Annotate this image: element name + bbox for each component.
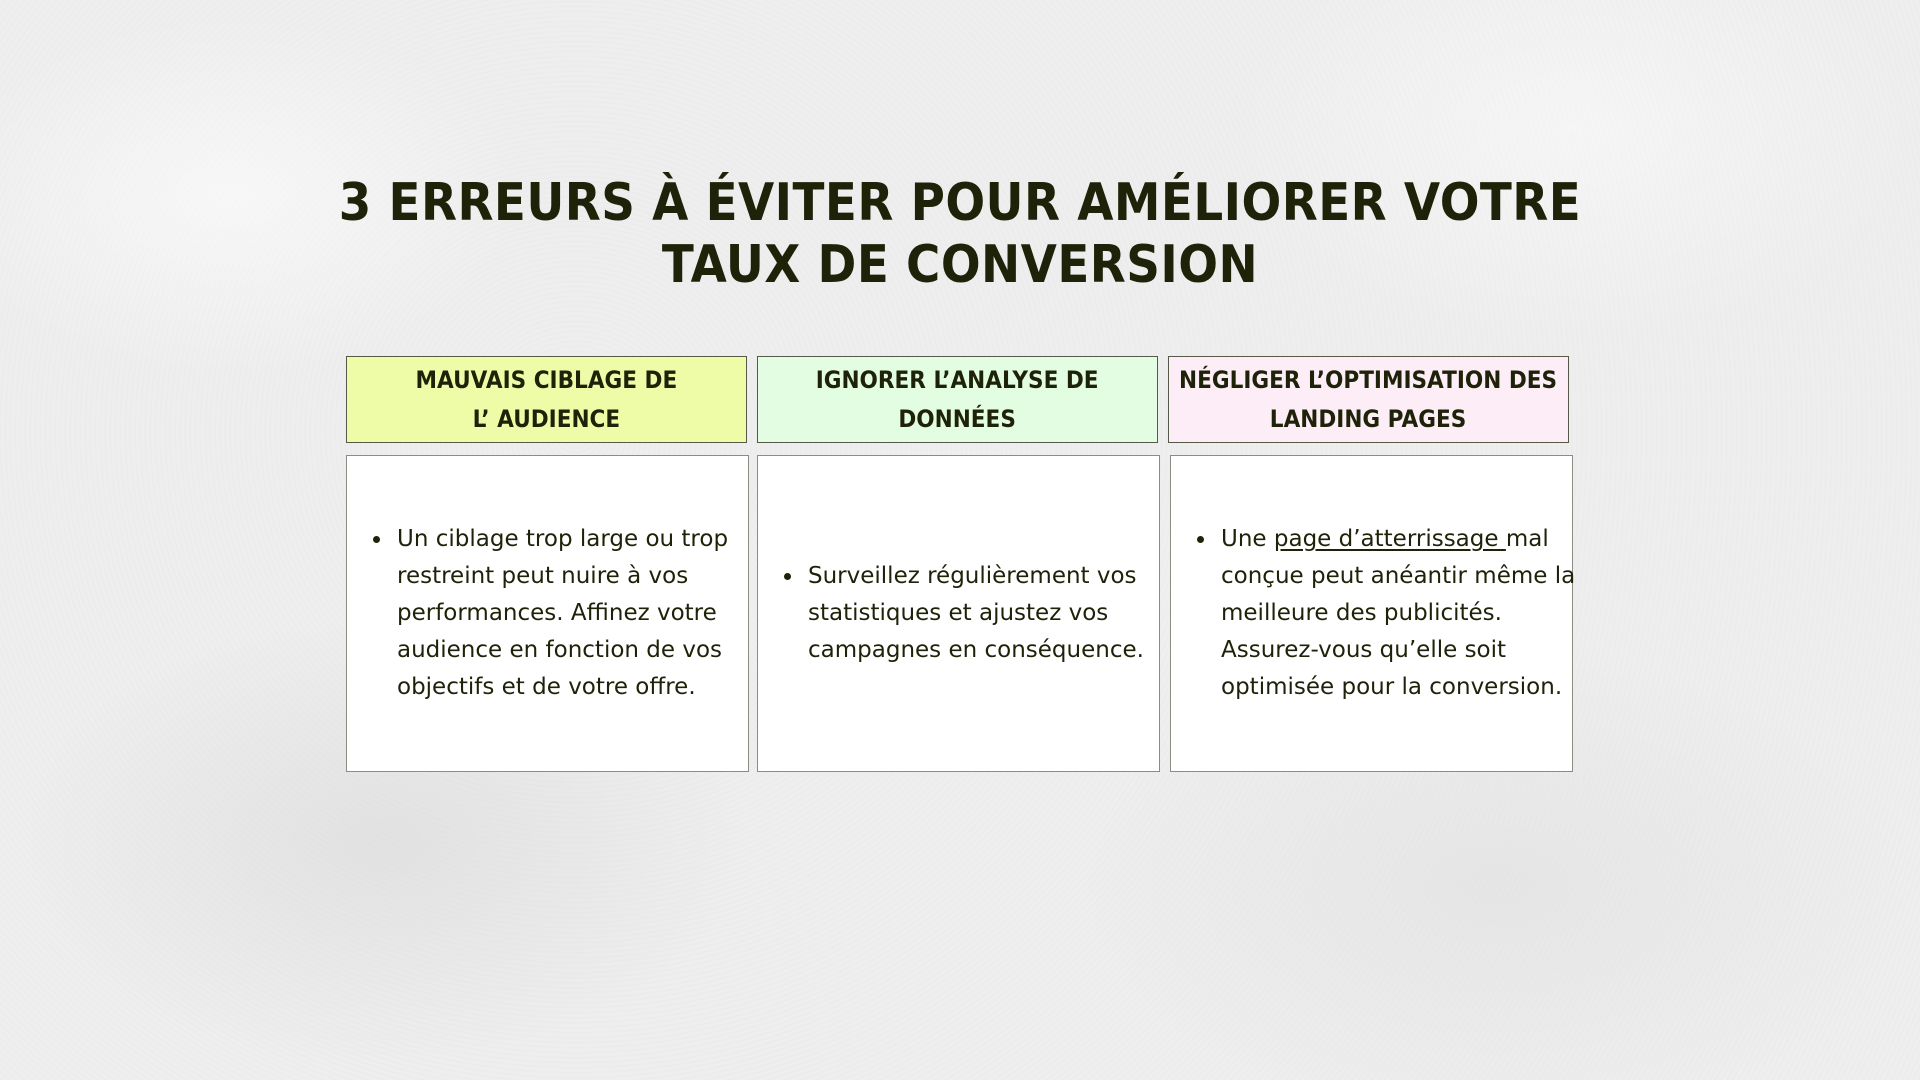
column-header-line-2: LANDING PAGES	[1270, 404, 1467, 433]
column-header-line-1: NÉGLIGER L’OPTIMISATION DES	[1179, 365, 1558, 394]
bullet-icon	[1197, 536, 1204, 543]
page-title	[96, 172, 1824, 296]
text-line: performances. Affinez votre	[397, 600, 717, 626]
text-line: meilleure des publicités.	[1221, 600, 1502, 626]
text-line: statistiques et ajustez vos	[808, 600, 1109, 626]
column-body-ignorer-analyse	[757, 455, 1160, 772]
text-line: objectifs et de votre offre.	[397, 674, 696, 700]
text-line: optimisée pour la conversion.	[1221, 674, 1563, 700]
column-body-mauvais-ciblage	[346, 455, 749, 772]
text-line	[1221, 521, 1575, 558]
text-line: conçue peut anéantir même la	[1221, 563, 1576, 589]
column-header-mauvais-ciblage	[346, 356, 747, 443]
text-line: Assurez-vous qu’elle soit	[1221, 637, 1507, 663]
text-prefix: Une	[1221, 526, 1274, 552]
column-header-line-1: IGNORER L’ANALYSE DE	[816, 365, 1099, 394]
text-suffix: mal	[1505, 526, 1549, 552]
column-body-negliger-optimisation	[1170, 455, 1576, 772]
column-header-line-1: MAUVAIS CIBLAGE DE	[415, 365, 678, 394]
bullet-icon	[784, 573, 791, 580]
bullet-list	[758, 558, 1144, 669]
bullet-list	[1171, 521, 1575, 706]
bullet-list	[347, 521, 728, 706]
column-header-line-2: L’ AUDIENCE	[472, 404, 621, 433]
page-title-line-1: 3 ERREURS À ÉVITER POUR AMÉLIORER VOTRE	[338, 173, 1582, 233]
list-item	[1221, 521, 1575, 706]
text-line: campagnes en conséquence.	[808, 637, 1144, 663]
list-item	[397, 521, 728, 706]
column-header-line-2: DONNÉES	[898, 404, 1017, 433]
column-header-negliger-optimisation	[1168, 356, 1569, 443]
page-title-line-2: TAUX DE CONVERSION	[661, 235, 1259, 295]
text-line: restreint peut nuire à vos	[397, 563, 689, 589]
text-line: Un ciblage trop large ou trop	[397, 526, 729, 552]
landing-page-link[interactable]: page d’atterrissage	[1273, 526, 1506, 552]
list-item	[808, 558, 1144, 669]
text-line: Surveillez régulièrement vos	[808, 563, 1137, 589]
column-header-ignorer-analyse	[757, 356, 1158, 443]
bullet-icon	[373, 536, 380, 543]
text-line: audience en fonction de vos	[397, 637, 723, 663]
